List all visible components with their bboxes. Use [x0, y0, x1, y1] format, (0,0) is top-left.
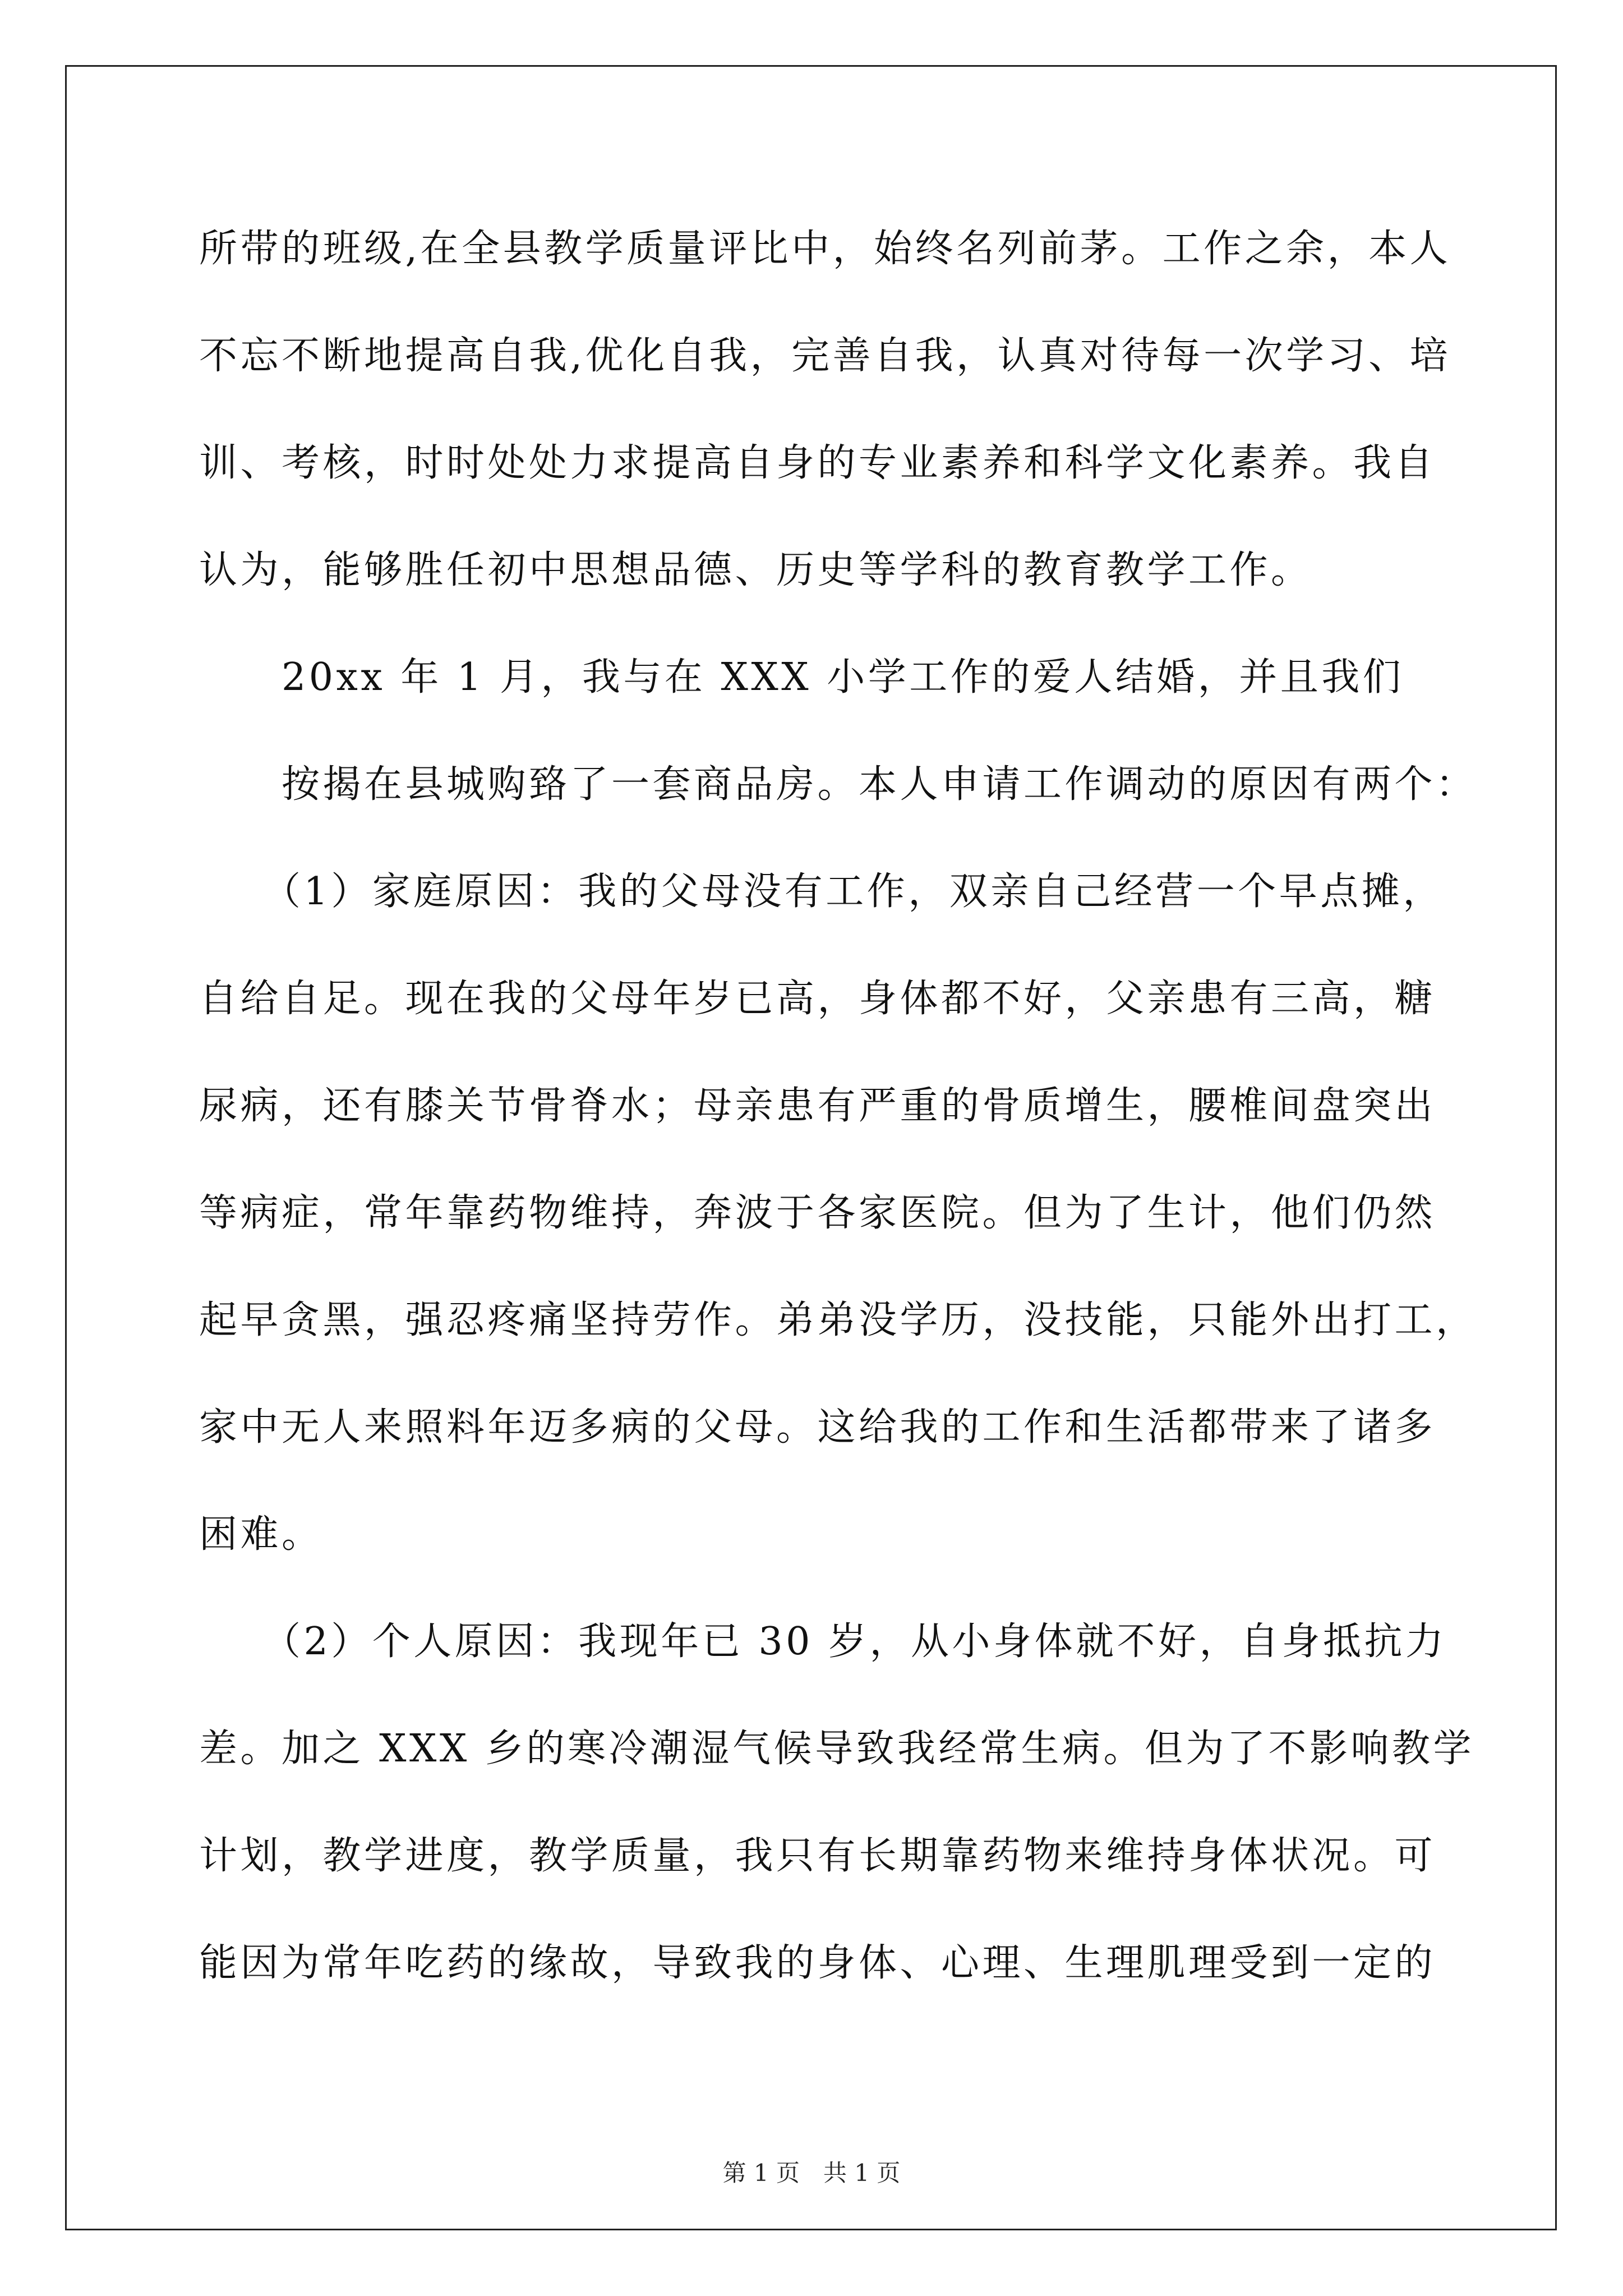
body-text-line: 家中无人来照料年迈多病的父母。这给我的工作和生活都带来了诸多 [199, 1405, 1436, 1450]
body-text-line: 等病症，常年靠药物维持，奔波于各家医院。但为了生计，他们仍然 [199, 1191, 1436, 1235]
body-text-line: 不忘不断地提高自我,优化自我，完善自我，认真对待每一次学习、培 [199, 334, 1451, 378]
body-text-line: （1）家庭原因：我的父母没有工作，双亲自己经营一个早点摊， [199, 869, 1444, 914]
body-text-line: 自给自足。现在我的父母年岁已高，身体都不好，父亲患有三高，糖 [199, 977, 1436, 1021]
page-border [65, 65, 1557, 2230]
body-text-line: 训、考核，时时处处力求提高自身的专业素养和科学文化素养。我自 [199, 441, 1436, 485]
body-text-line: 20xx 年 1 月，我与在 XXX 小学工作的爱人结婚，并且我们 [199, 655, 1404, 700]
body-text-line: 所带的班级,在全县教学质量评比中，始终名列前茅。工作之余，本人 [199, 227, 1451, 271]
body-text-line: 困难。 [199, 1512, 323, 1557]
body-text-line: 尿病，还有膝关节骨脊水；母亲患有严重的骨质增生，腰椎间盘突出 [199, 1084, 1436, 1128]
body-text-line: 能因为常年吃药的缘故，导致我的身体、心理、生理肌理受到一定的 [199, 1941, 1436, 1985]
page-number-footer: 第 1 页 共 1 页 [722, 2159, 901, 2187]
body-text-line: 按揭在县城购臵了一套商品房。本人申请工作调动的原因有两个： [199, 762, 1477, 807]
body-text-line: 认为，能够胜任初中思想品德、历史等学科的教育教学工作。 [199, 548, 1312, 592]
body-text-line: 计划，教学进度，教学质量，我只有长期靠药物来维持身体状况。可 [199, 1834, 1436, 1878]
body-text-line: 差。加之 XXX 乡的寒冷潮湿气候导致我经常生病。但为了不影响教学 [199, 1727, 1474, 1771]
body-text-line: （2）个人原因：我现年已 30 岁，从小身体就不好，自身抵抗力 [199, 1619, 1447, 1664]
body-text-line: 起早贪黑，强忍疼痛坚持劳作。弟弟没学历，没技能，只能外出打工， [199, 1298, 1477, 1342]
